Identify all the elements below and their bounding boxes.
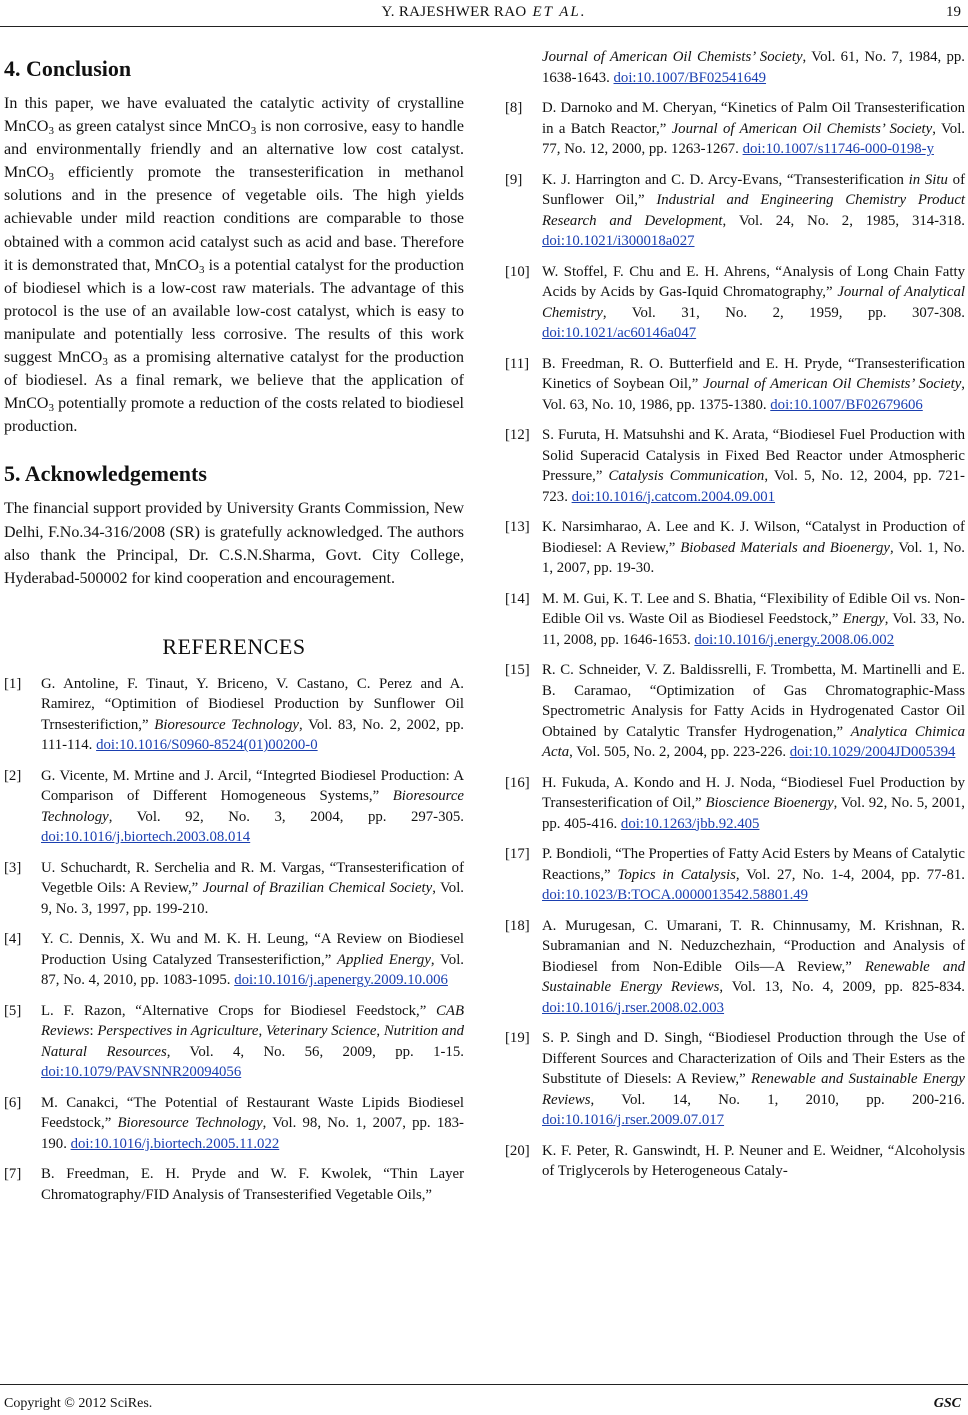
doi-link[interactable]: doi:10.1016/S0960-8524(01)00200-0: [96, 737, 318, 754]
doi-link[interactable]: doi:10.1029/2004JD005394: [789, 744, 956, 760]
doi-link[interactable]: doi:10.1079/PAVSNNR20094056: [41, 1064, 242, 1081]
page-header: [0, 0, 968, 28]
doi-link[interactable]: doi:10.1016/j.apenergy.2009.10.006: [234, 972, 448, 989]
doi-link[interactable]: doi:10.1021/ac60146a047: [542, 325, 697, 341]
reference-item: [18] A. Murugesan, C. Umarani, T. R. Chinnusamy, M. Krishnan, R. Subramanian and N. Neduzchezhain, “Production and Analysis of Biodiesel from Non-Edible Oils—A Review,” Renewable and Sustainable Energy Reviews, Vol. 13, No. 4, 2009, pp. 825-834. doi:10.1016/j.rser.2008.02.003: [505, 917, 966, 1016]
running-author: Y. RAJESHWER RAO: [381, 4, 527, 20]
doi-link[interactable]: doi:10.1007/s11746-000-0198-y: [742, 141, 934, 157]
reference-item: [6] M. Canakci, “The Potential of Restaurant Waste Lipids Biodiesel Feedstock,” Bioresource Technology, Vol. 98, No. 1, 2007, pp. 183-190. doi:10.1016/j.biortech.2005.11.022: [4, 1094, 464, 1152]
doi-link[interactable]: doi:10.1016/j.catcom.2004.09.001: [571, 488, 776, 505]
doi-link[interactable]: doi:10.1263/jbb.92.405: [620, 815, 760, 832]
footer-rule: [0, 1384, 968, 1385]
reference-item: [12] S. Furuta, H. Matsuhshi and K. Arata, “Biodiesel Fuel Production with Solid Superacid Catalysis in Fixed Bed Reactor under Atmospheric Pressure,” Catalysis Communication, Vol. 5, No. 12, 2004, pp. 721-723. doi:10.1016/j.catcom.2004.09.001: [505, 427, 965, 505]
conclusion-paragraph: In this paper, we have evaluated the catalytic activity of crystalline MnCO$_3$ as green catalyst since MnCO$_3$ is non corrosive, easy to handle and environmentally friendly and an alternative low cost catalyst. MnCO$_3$ efficiently promote the transesterification in methanol solutions and in the presence of vegetable oils. The high yields achievable under mild reaction conditions are comparable to those obtained with a common acid catalyst such as acid and base. Therefore it is demonstrated that, MnCO$_3$ is a potential catalyst for the production of biodiesel which is a low-cost raw materials. The advantage of this protocol is the use of an available low-cost catalyst, which is easy to manipulate and potentially less corrosive. The results of this work suggest MnCO$_3$ as a promising alternative catalyst for the production of biodiesel. As a final remark, we believe that the application of MnCO$_3$ potentially promote a reduction of the costs related to biodiesel production.: [4, 95, 464, 436]
page-footer: [0, 1380, 968, 1415]
doi-link[interactable]: doi:10.1016/j.biortech.2003.08.014: [41, 829, 251, 846]
page-number: 19: [946, 4, 961, 20]
journal-abbreviation: GSC: [933, 1396, 961, 1411]
reference-item-continued: Journal of American Oil Chemists’ Society, Vol. 61, No. 7, 1984, pp. 1638-1643. doi:10.1007/BF02541649: [542, 49, 966, 86]
acknowledgements-paragraph: The financial support provided by University Grants Commission, New Delhi, F.No.34-316/2008 (SR) is gratefully acknowledged. The authors also thank the Principal, Dr. C.S.N.Sharma, Govt. City College, Hyderabad-500002 for kind cooperation and encouragement.: [4, 500, 464, 587]
reference-item: [11] B. Freedman, R. O. Butterfield and E. H. Pryde, “Transesterification Kinetics of Soybean Oil,” Journal of American Oil Chemists’ Society, Vol. 63, No. 10, 1986, pp. 1375-1380. doi:10.1007/BF02679606: [505, 355, 965, 413]
reference-item: [4] Y. C. Dennis, X. Wu and M. K. H. Leung, “A Review on Biodiesel Production Using Catalyzed Transesterifiction,” Applied Energy, Vol. 87, No. 4, 2010, pp. 1083-1095. doi:10.1016/j.apenergy.2009.10.006: [4, 931, 465, 989]
doi-link[interactable]: doi:10.1007/BF02679606: [770, 396, 923, 413]
reference-item: [20] K. F. Peter, R. Ganswindt, H. P. Neuner and E. Weidner, “Alcoholysis of Triglycerols by Heterogeneous Cataly-: [505, 1142, 965, 1179]
reference-item: [9] K. J. Harrington and C. D. Arcy-Evans, “Transesterification in Situ of Sunflower Oil,” Industrial and Engineering Chemistry Product Research and Development, Vol. 24, No. 2, 1985, 314-318. doi:10.1021/i300018a027: [505, 171, 966, 249]
reference-item: [16] H. Fukuda, A. Kondo and H. J. Noda, “Biodiesel Fuel Production by Transesterification of Oil,” Bioscience Bioenergy, Vol. 92, No. 5, 2001, pp. 405-416. doi:10.1263/jbb.92.405: [505, 774, 965, 832]
reference-item: [19] S. P. Singh and D. Singh, “Biodiesel Production through the Use of Different Sources and Characterization of Oils and Their Esters as the Substitute of Diesels: A Review,” Renewable and Sustainable Energy Reviews, Vol. 14, No. 1, 2010, pp. 200-216. doi:10.1016/j.rser.2009.07.017: [505, 1030, 965, 1128]
conclusion-heading: 4. Conclusion: [4, 56, 132, 81]
reference-item: [7] B. Freedman, E. H. Pryde and W. F. Kwolek, “Thin Layer Chromatography/FID Analysis of Transesterified Vegetable Oils,”: [4, 1166, 464, 1203]
header-rule: [0, 26, 968, 27]
doi-link[interactable]: doi:10.1007/BF02541649: [613, 69, 767, 86]
reference-item: [5] L. F. Razon, “Alternative Crops for Biodiesel Feedstock,” CAB Reviews: Perspectives in Agriculture, Veterinary Science, Nutrition and Natural Resources, Vol. 4, No. 56, 2009, pp. 1-15. doi:10.1079/PAVSNNR20094056: [4, 1002, 464, 1081]
doi-link[interactable]: doi:10.1016/j.biortech.2005.11.022: [70, 1135, 280, 1152]
doi-link[interactable]: doi:10.1016/j.rser.2008.02.003: [542, 999, 725, 1016]
reference-item: [10] W. Stoffel, F. Chu and E. H. Ahrens, “Analysis of Long Chain Fatty Acids by Acids by Gas-Iquid Chromatography,” Journal of Analytical Chemistry, Vol. 31, No. 2, 1959, pp. 307-308. doi:10.1021/ac60146a047: [505, 263, 965, 341]
doi-link[interactable]: doi:10.1016/j.energy.2008.06.002: [694, 631, 895, 648]
doi-link[interactable]: doi:10.1023/B:TOCA.0000013542.58801.49: [542, 887, 809, 903]
reference-item: [1] G. Antoline, F. Tinaut, Y. Briceno, V. Castano, C. Perez and A. Ramirez, “Optimition of Biodiesel Production by Sunflower Oil Trnsesterifiction,” Bioresource Technology, Vol. 83, No. 2, 2002, pp. 111-114. doi:10.1016/S0960-8524(01)00200-0: [4, 675, 465, 754]
reference-item: [2] G. Vicente, M. Mrtine and J. Arcil, “Integrted Biodiesel Production: A Comparison of Different Homogeneous Systems,” Bioresource Technology, Vol. 92, No. 3, 2004, pp. 297-305. doi:10.1016/j.biortech.2003.08.014: [4, 767, 464, 846]
doi-link[interactable]: doi:10.1021/i300018a027: [542, 233, 695, 249]
reference-item: [15] R. C. Schneider, V. Z. Baldissrelli, F. Trombetta, M. Martinelli and E. B. Caramao, “Optimization of Gas Chromatographic-Mass Spectrometric Analysis for Fatty Acids in Hydrogenated Castor Oil Obtained by Catalytic Transfer Hydrogenation,” Analytica Chimica Acta, Vol. 505, No. 2, 2004, pp. 223-226. doi:10.1029/2004JD005394: [505, 662, 965, 760]
reference-item: [3] U. Schuchardt, R. Serchelia and R. M. Vargas, “Transesterification of Vegetble Oils: A Review,” Journal of Brazilian Chemical Society, Vol. 9, No. 3, 1997, pp. 199-210.: [4, 859, 464, 917]
references-heading: REFERENCES: [162, 633, 306, 659]
copyright-notice: Copyright © 2012 SciRes.: [4, 1396, 153, 1411]
right-column: [505, 47, 965, 1192]
doi-link[interactable]: doi:10.1016/j.rser.2009.07.017: [542, 1112, 725, 1128]
left-column: [4, 52, 464, 1215]
running-title: [0, 4, 968, 21]
reference-item: [17] P. Bondioli, “The Properties of Fatty Acid Esters by Means of Catalytic Reactions,” Topics in Catalysis, Vol. 27, No. 1-4, 2004, pp. 77-81. doi:10.1023/B:TOCA.0000013542.58801.49: [505, 846, 965, 903]
reference-item: [13] K. Narsimharao, A. Lee and K. J. Wilson, “Catalyst in Production of Biodiesel: A Review,” Biobased Materials and Bioenergy, Vol. 1, No. 1, 2007, pp. 19-30.: [505, 519, 965, 576]
acknowledgements-heading: 5. Acknowledgements: [4, 461, 207, 487]
reference-item: [8] D. Darnoko and M. Cheryan, “Kinetics of Palm Oil Transesterification in a Batch Reactor,” Journal of American Oil Chemists’ Society, Vol. 77, No. 12, 2000, pp. 1263-1267. doi:10.1007/s11746-000-0198-y: [505, 100, 965, 157]
running-etal: ET AL.: [532, 4, 587, 20]
reference-item: [14] M. M. Gui, K. T. Lee and S. Bhatia, “Flexibility of Edible Oil vs. Non-Edible Oil vs. Waste Oil as Biodiesel Feedstock,” Energy, Vol. 33, No. 11, 2008, pp. 1646-1653. doi:10.1016/j.energy.2008.06.002: [505, 590, 965, 648]
